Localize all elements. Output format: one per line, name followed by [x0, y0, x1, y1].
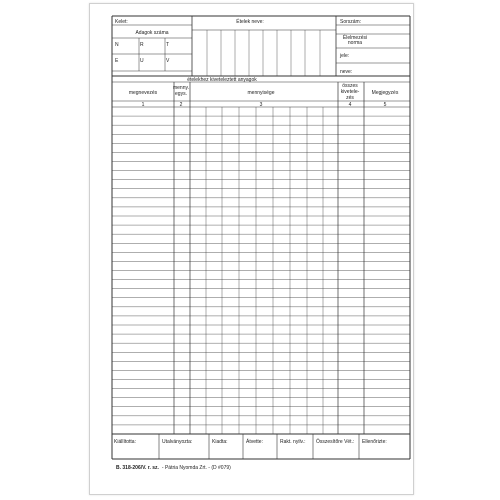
- col-megnevezes: megnevezés: [128, 90, 158, 96]
- adagok-szama-label: Adagok száma: [135, 30, 169, 36]
- signature-osszesitore: Összesítőre Vét.:: [316, 439, 355, 445]
- col-osszes-3: zés: [346, 95, 354, 101]
- signature-atvette: Átvette:: [246, 439, 263, 445]
- col-menny-1: menny.: [172, 85, 190, 91]
- warehouse-issue-form: [112, 16, 410, 459]
- signature-ellenorizte: Ellenőrizte:: [362, 439, 387, 445]
- col-number-5: 5: [383, 102, 387, 108]
- adag-code-n: N: [115, 42, 119, 48]
- neve-label: neve:: [340, 69, 353, 75]
- col-number-4: 4: [348, 102, 352, 108]
- col-number-1: 1: [141, 102, 145, 108]
- col-mennyisege: mennyisége: [247, 90, 275, 96]
- jele-label: jele:: [340, 53, 350, 59]
- col-osszes-2: kivetele-: [340, 89, 360, 95]
- sorszam-label: Sorszám:: [340, 19, 362, 25]
- signature-utalvanyozta: Utalványozta:: [162, 439, 193, 445]
- col-number-3: 3: [259, 102, 263, 108]
- signature-kiadta: Kiadta:: [212, 439, 228, 445]
- form-code: B. 318-206/V. r. sz.: [116, 465, 159, 471]
- section-title: ételekhez kiveteleztett anyagok: [187, 77, 257, 83]
- col-osszes-1: összes: [342, 83, 358, 89]
- col-menny-2: egys.: [175, 91, 187, 97]
- col-number-2: 2: [179, 102, 183, 108]
- form-footer: [116, 465, 231, 471]
- adag-code-r: R: [140, 42, 144, 48]
- adag-code-v: V: [166, 58, 170, 64]
- elelmezesi-norma-label: Élelmezési norma: [342, 35, 368, 46]
- adag-code-u: U: [140, 58, 144, 64]
- form-grid: [112, 16, 410, 459]
- etelek-neve-label: Ételek neve:: [236, 19, 264, 25]
- col-megjegyzes: Megjegyzés: [371, 90, 399, 96]
- publisher-note: - Pátria Nyomda Zrt. - (D #079): [161, 465, 231, 471]
- signature-kiallitotta: Kiállította:: [114, 439, 136, 445]
- signature-rakt-nyilv: Rakt. nyilv.:: [280, 439, 306, 445]
- kelet-label: Kelet:: [115, 19, 128, 25]
- adag-code-e: E: [115, 58, 119, 64]
- adag-code-t: T: [166, 42, 170, 48]
